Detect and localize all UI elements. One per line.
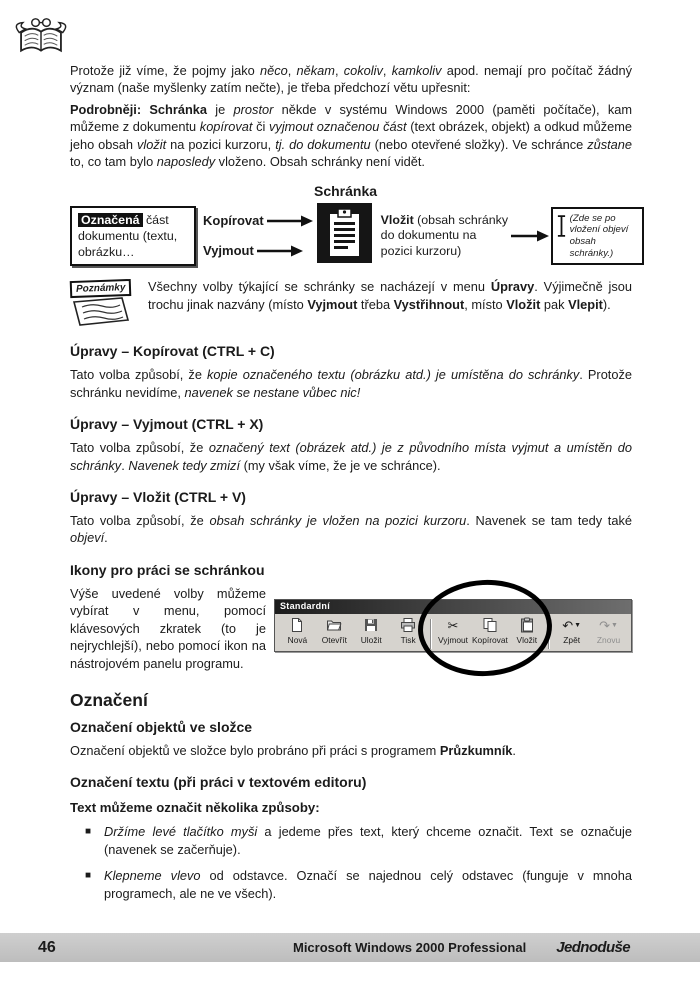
copy-paragraph: Tato volba způsobí, že kopie označeného textu (obrázku atd.) je umístěna do schránky. Protože schránku nevidíme, navenek se nestane vůbec nic! [70, 367, 632, 400]
toolbar-button-label: Otevřít [321, 634, 347, 645]
toolbar-button-label: Tisk [400, 634, 416, 645]
footer-book-title: Microsoft Windows 2000 Professional [292, 940, 527, 955]
dropdown-arrow-icon[interactable]: ▼ [574, 621, 582, 629]
page-number: 46 [38, 938, 56, 956]
heading-edit-copy: Úpravy – Kopírovat (CTRL + C) [70, 343, 275, 360]
footer-series-logo: Jednoduše [556, 939, 630, 956]
toolbar-button-undo[interactable] [553, 617, 590, 645]
toolbar-button-copy[interactable] [471, 617, 508, 645]
toolbar-button-label: Zpět [563, 634, 581, 645]
page-footer [0, 933, 700, 962]
toolbar-button-open[interactable] [316, 617, 353, 645]
right-arrow-icon [267, 215, 313, 227]
heading-edit-paste: Úpravy – Vložit (CTRL + V) [70, 489, 246, 506]
intro-paragraph-2: Podrobněji: Schránka je prostor někde v systému Windows 2000 (paměti počítače), kam můžeme z dokumentu kopírovat či vyjmout označenou část (text obrázek, objekt) a odkud můžeme jeho obsah vložit na pozici kurzoru, tj. do dokumentu (nebo otevřené složky). Ve schránce zůstane to, co tam bylo naposledy vloženo. Obsah schránky není vidět. [70, 101, 633, 170]
right-arrow-icon [511, 230, 549, 242]
diagram-title: Schránka [314, 183, 378, 200]
paste-icon [519, 617, 535, 634]
reading-book-mascot-icon [12, 12, 70, 64]
toolbar-separator [430, 619, 432, 649]
result-box-text: (Zde se po vložení objeví obsah schránky.) [569, 212, 629, 259]
bullet-text: Klepneme vlevo od odstavce. Označí se najednou celý odstavec (funguje v mnoha programech, ale ne ve všech). [104, 868, 632, 901]
list-item [70, 823, 632, 858]
copy-icon [482, 617, 498, 634]
bullet-square-icon: ■ [85, 870, 92, 882]
list-item [70, 867, 632, 902]
heading-clipboard-icons: Ikony pro práci se schránkou [70, 561, 265, 578]
heading-selection-objects: Označení objektů ve složce [70, 718, 253, 735]
clipboard-icons-paragraph: Výše uvedené volby můžeme vybírat v menu, pomocí klávesových zkratek (to je nejrychlejší), nebo pomocí ikon na nástrojovém panelu programu. [70, 585, 266, 671]
toolbar-button-print[interactable] [390, 617, 427, 645]
print-icon [400, 617, 416, 634]
standard-toolbar-window [274, 599, 632, 652]
source-box-text: část dokumentu (textu, obrázku… [78, 212, 178, 259]
cut-icon: ✂ [447, 617, 459, 633]
highlighted-word: Označená [78, 213, 143, 227]
text-cursor-icon [557, 214, 566, 238]
toolbar-button-new[interactable] [279, 617, 316, 645]
bullet-square-icon: ■ [85, 826, 92, 838]
copy-arrow-label: Kopírovat [203, 213, 264, 229]
toolbar-button-label: Znovu [596, 634, 621, 645]
note-block [70, 278, 632, 328]
toolbar-screenshot [274, 599, 632, 652]
bullet-text: Držíme levé tlačítko myši a jedeme přes text, který chceme označit. Text se označuje (navenek se začerňuje). [104, 824, 632, 857]
toolbar-title-bar: Standardní [275, 600, 631, 614]
redo-icon: ↷ [599, 617, 611, 633]
toolbar-button-label: Vložit [516, 634, 538, 645]
open-folder-icon [326, 617, 342, 634]
undo-icon: ↶ [562, 617, 574, 633]
toolbar-button-paste[interactable] [508, 617, 545, 645]
toolbar-button-label: Uložit [360, 634, 382, 645]
paste-paragraph: Tato volba způsobí, že obsah schránky je vložen na pozici kurzoru. Navenek se tam tedy také objeví. [70, 513, 632, 546]
paste-result-box [551, 207, 644, 265]
heading-edit-cut: Úpravy – Vyjmout (CTRL + X) [70, 416, 264, 433]
paste-description: Vložit (obsah schránky do dokumentu na pozici kurzoru) [380, 212, 509, 258]
notes-icon [70, 278, 134, 328]
right-arrow-icon [257, 245, 303, 257]
heading-selection: Označení [70, 689, 148, 710]
toolbar-button-redo[interactable] [590, 617, 627, 645]
toolbar-button-label: Vyjmout [438, 634, 468, 645]
dropdown-arrow-icon: ▼ [611, 621, 618, 629]
selection-lead: Text můžeme označit několika způsoby: [70, 800, 320, 816]
paste-label: Vložit [380, 212, 414, 227]
toolbar-button-label: Nová [287, 634, 308, 645]
new-document-icon [289, 617, 305, 634]
cut-paragraph: Tato volba způsobí, že označený text (obrázek atd.) je z původního místa vyjmut a umístěn do schránky. Navenek tedy zmizí (my však víme, že je ve schránce). [70, 440, 632, 473]
clipboard-icon [317, 203, 372, 268]
cut-arrow-label: Vyjmout [203, 243, 254, 259]
intro-paragraph-1: Protože již víme, že pojmy jako něco, někam, cokoliv, kamkoliv apod. nemají pro počítač žádný význam (naše myšlenky zatím nečte), je třeba předchozí větu upřesnit: [70, 63, 632, 96]
toolbar-button-label: Kopírovat [471, 634, 508, 645]
clipboard-diagram [70, 183, 632, 268]
save-icon [363, 617, 379, 634]
toolbar-separator [548, 619, 550, 649]
note-text: Všechny volby týkající se schránky se nacházejí v menu Úpravy. Výjimečně jsou trochu jinak nazvány (místo Vyjmout třeba Vystřihnout, místo Vložit pak Vlepit). [148, 279, 633, 312]
notes-icon-label: Poznámky [70, 279, 132, 298]
selection-objects-paragraph: Označení objektů ve složce bylo probráno při práci s programem Průzkumník. [70, 742, 516, 758]
toolbar-button-cut[interactable] [435, 617, 472, 645]
toolbar-button-save[interactable] [353, 617, 390, 645]
selected-part-box [70, 206, 196, 266]
heading-selection-text: Označení textu (při práci v textovém editoru) [70, 774, 367, 791]
